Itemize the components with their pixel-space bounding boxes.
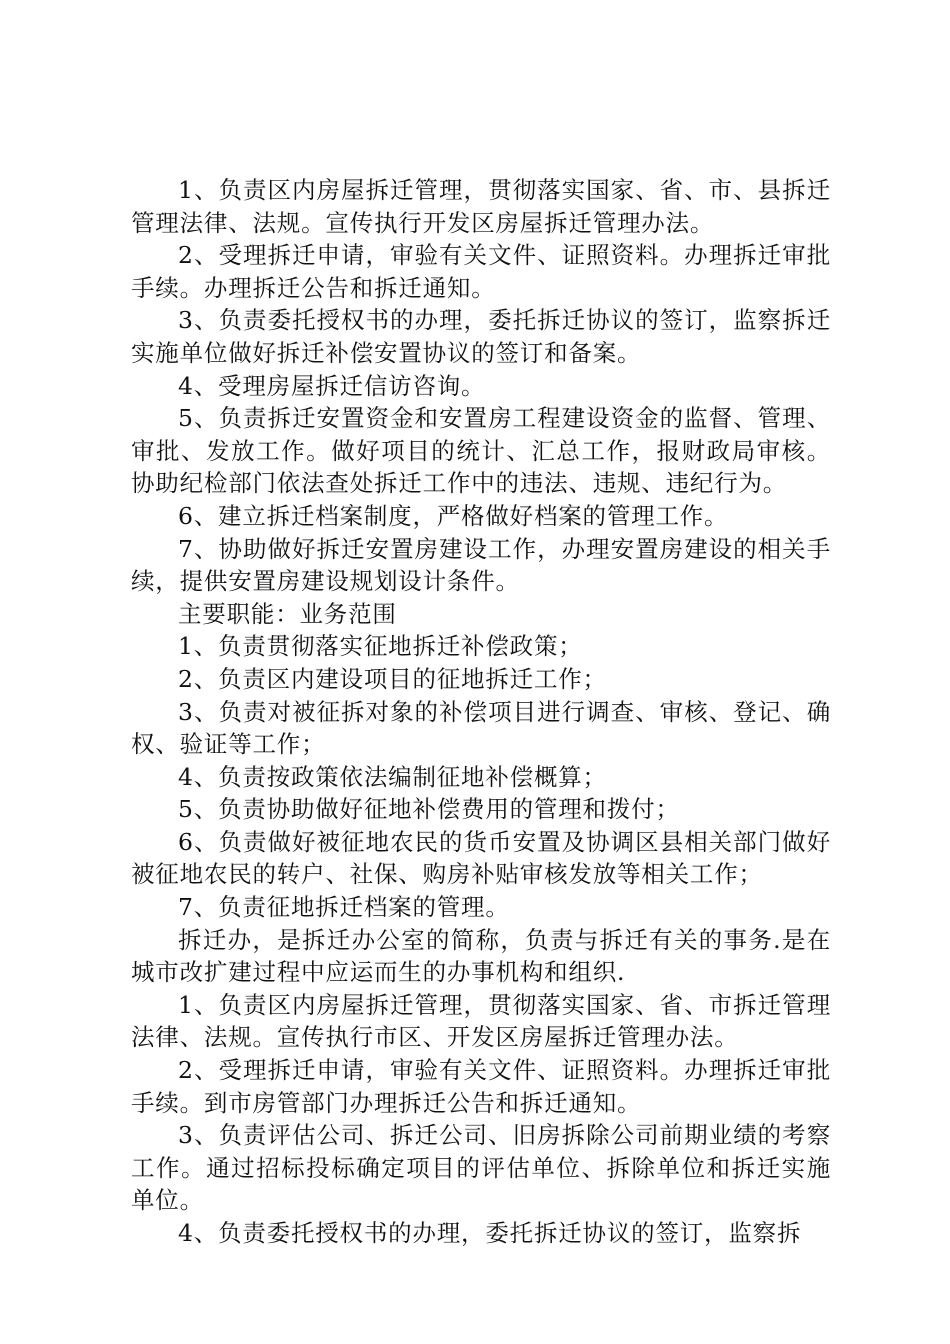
paragraph-5: 5、负责拆迁安置资金和安置房工程建设资金的监督、管理、审批、发放工作。做好项目的统计、汇总工作，报财政局审核。协助纪检部门依法查处拆迁工作中的违法、违规、违纪行为。 [131,404,831,498]
paragraph-17: 2、受理拆迁申请，审验有关文件、证照资料。办理拆迁审批手续。到市房管部门办理拆迁公告和拆迁通知。 [131,1056,831,1117]
paragraph-8: 1、负责贯彻落实征地拆迁补偿政策； [178,632,583,661]
paragraph-13: 6、负责做好被征地农民的货币安置及协调区县相关部门做好被征地农民的转户、社保、购房补贴审核发放等相关工作； [131,827,831,889]
paragraph-16: 1、负责区内房屋拆迁管理，贯彻落实国家、省、市拆迁管理法律、法规。宣传执行市区、开发区房屋拆迁管理办法。 [131,990,831,1052]
paragraph-9: 2、负责区内建设项目的征地拆迁工作； [178,664,607,693]
paragraph-12: 5、负责协助做好征地补偿费用的管理和拨付； [178,795,680,824]
paragraph-15: 拆迁办，是拆迁办公室的简称，负责与拆迁有关的事务.是在城市改扩建过程中应运而生的办事机构和组织. [131,925,831,987]
paragraph-2: 2、受理拆迁申请，审验有关文件、证照资料。办理拆迁审批手续。办理拆迁公告和拆迁通知。 [131,241,831,302]
section-heading: 主要职能：业务范围 [178,599,397,628]
paragraph-18: 3、负责评估公司、拆迁公司、旧房拆除公司前期业绩的考察工作。通过招标投标确定项目的评估单位、拆除单位和拆迁实施单位。 [131,1121,831,1215]
paragraph-4: 4、受理房屋拆迁信访咨询。 [178,371,486,400]
paragraph-11: 4、负责按政策依法编制征地补偿概算； [178,762,607,791]
paragraph-6: 6、建立拆迁档案制度，严格做好档案的管理工作。 [178,501,729,530]
paragraph-7: 7、协助做好拆迁安置房建设工作，办理安置房建设的相关手续，提供安置房建设规划设计条件。 [131,534,831,596]
paragraph-10: 3、负责对被征拆对象的补偿项目进行调查、审核、登记、确权、验证等工作； [131,697,831,759]
paragraph-3: 3、负责委托授权书的办理，委托拆迁协议的签订，监察拆迁实施单位做好拆迁补偿安置协议的签订和备案。 [131,306,831,367]
paragraph-1: 1、负责区内房屋拆迁管理，贯彻落实国家、省、市、县拆迁管理法律、法规。宣传执行开发区房屋拆迁管理办法。 [131,176,831,237]
paragraph-14: 7、负责征地拆迁档案的管理。 [178,893,510,922]
paragraph-19: 4、负责委托授权书的办理，委托拆迁协议的签订，监察拆 [178,1219,802,1247]
document-body [131,174,831,1250]
